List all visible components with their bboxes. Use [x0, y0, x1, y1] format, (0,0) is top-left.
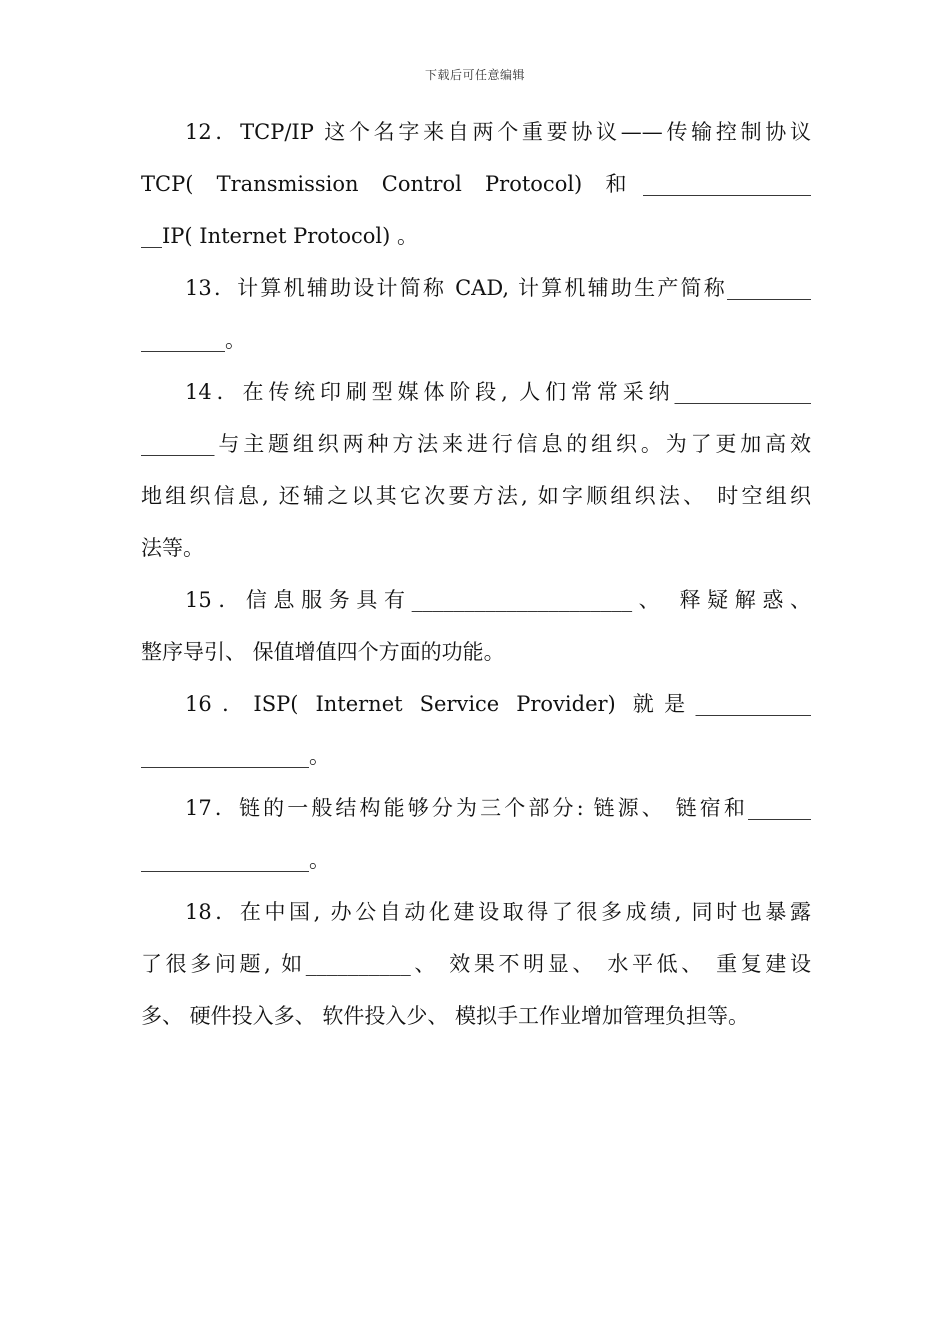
document-body [141, 113, 811, 1049]
text-line-7: _______与主题组织两种方法来进行信息的组织。为了更加高效 [141, 432, 811, 456]
text-line-11: 整序导引、 保值增值四个方面的功能。 [141, 640, 505, 664]
text-line-18: 多、 硬件投入多、 软件投入少、 模拟手工作业增加管理负担等。 [141, 1004, 750, 1028]
text-line-8: 地组织信息, 还辅之以其它次要方法, 如字顺组织法、 时空组织 [141, 484, 811, 508]
text-line-14: 17．链的一般结构能够分为三个部分: 链源、 链宿和______ [185, 796, 811, 820]
text-line-16: 18．在中国, 办公自动化建设取得了很多成绩, 同时也暴露 [185, 900, 811, 924]
text-line-9: 法等。 [141, 536, 204, 560]
text-line-5: ________。 [141, 328, 246, 352]
text-line-17: 了很多问题, 如__________、 效果不明显、 水平低、 重复建设 [141, 952, 811, 976]
text-line-1: 12．TCP/IP 这个名字来自两个重要协议——传输控制协议 [185, 120, 811, 144]
text-line-2: TCP( Transmission Control Protocol) 和________________ [141, 172, 811, 196]
text-line-13: ________________。 [141, 744, 330, 768]
text-line-3: __IP( Internet Protocol) 。 [141, 224, 418, 248]
text-line-12: 16．ISP( Internet Service Provider) 就是___________ [185, 692, 811, 716]
text-line-4: 13．计算机辅助设计简称 CAD, 计算机辅助生产简称________ [185, 276, 811, 300]
text-line-10: 15．信息服务具有_____________________、 释疑解惑、 [185, 588, 811, 612]
text-line-6: 14．在传统印刷型媒体阶段, 人们常常采纳_____________ [185, 380, 811, 404]
text-line-15: ________________。 [141, 848, 330, 872]
page-header: 下载后可任意编辑 [424, 68, 525, 82]
